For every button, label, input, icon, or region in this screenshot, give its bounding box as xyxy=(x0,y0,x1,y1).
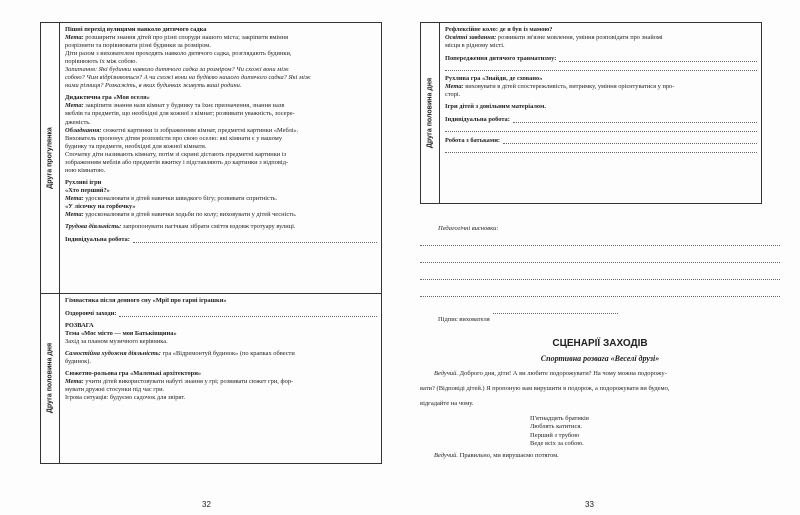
section-label-top: Друга прогулянка xyxy=(46,127,54,189)
text-line: будинок). xyxy=(65,358,91,366)
text-line: Мета: удосконалювати в дітей навички швидкого бігу; розвивати спритність. xyxy=(65,194,278,202)
heading-line: Рухливі ігри xyxy=(65,178,102,186)
section-side-top xyxy=(41,23,60,293)
scenario-heading: СЦЕНАРІЇ ЗАХОДІВ xyxy=(552,338,648,349)
page-number-right: 33 xyxy=(585,500,594,509)
signature-row xyxy=(438,306,618,323)
text-line: місця в рідному місті. xyxy=(445,42,505,50)
text-line: дженість. xyxy=(65,118,91,126)
lead-term: Мета: xyxy=(65,378,84,386)
section-side-bottom xyxy=(41,293,60,463)
scenario-title: Спортивна розвага «Веселі друзі» xyxy=(540,353,660,363)
lead-term: Мета: xyxy=(65,194,84,202)
notes-line xyxy=(420,255,780,263)
section-label-right: Друга половина дня xyxy=(426,77,434,149)
scenario-section xyxy=(420,340,780,460)
right-table xyxy=(420,22,762,204)
heading-line: «У лісочку на горбочку» xyxy=(65,202,136,210)
lead-term: Мета: xyxy=(65,34,84,42)
page-number-left: 32 xyxy=(202,500,211,509)
heading-line: Пішні перехід вулицями навколо дитячого садка xyxy=(65,26,207,33)
text-line: Мета: закріпити знання назв кімнат у будинку та їхнє призначення, знання назв xyxy=(65,102,285,110)
poem xyxy=(530,415,780,449)
fill-row xyxy=(65,235,377,244)
text-line: Мета: розширити знання дітей про різні споруди нашого міста; закріпити вміння xyxy=(65,34,289,42)
text-line: Захід за планом музичного керівника. xyxy=(65,338,168,346)
text-line: зображенням меблів або предметів вжитку і підставляють до картинки з відповід- xyxy=(65,158,289,166)
lead-term: Мета: xyxy=(445,83,464,91)
heading-line: Дидактична гра «Моя оселя» xyxy=(65,94,150,102)
lead-term: Ведучий. xyxy=(434,451,459,459)
text-line: меблів та предметів, що необхідні для кожної з кімнат; розвивати уважність, зосере- xyxy=(65,110,295,118)
heading-line: Сюжетно-рольова гра «Маленькі архітектори» xyxy=(65,370,202,378)
fill-line xyxy=(445,124,757,132)
fill-label: Оздоровчі заходи: xyxy=(65,310,117,317)
text-line: Мета: виховувати в дітей спостережливість, витримку, уміння орієнтуватися у про- xyxy=(445,83,675,91)
poem-line: Веде всіх за собою. xyxy=(530,440,584,447)
text-line: Мета: удосконалювати в дітей навички ходьби по колу; виховувати у дітей чесність. xyxy=(65,211,297,219)
text-line: Обладнання: сюжетні картинки із зображенням кімнат, предметні картинки «Меблі». xyxy=(65,126,299,134)
fill-line xyxy=(133,235,377,243)
text-line: ною кімнатою. xyxy=(65,166,106,174)
left-top-content xyxy=(65,26,377,244)
heading-line: Тема «Моє місто — моя Батьківщина» xyxy=(65,330,177,338)
section-side-right xyxy=(421,23,440,203)
section-divider xyxy=(41,293,381,294)
text-line: відгадайте на чому. xyxy=(420,399,474,407)
text-line: Вихователь пропонує дітям розповісти про свою оселю: які кімнати є у вашому xyxy=(65,134,283,142)
text-line: вати? (Відповіді дітей.) Я пропоную вам вирушити в подорож, а подорожувати ви будемо, xyxy=(420,384,670,392)
notes-line xyxy=(420,289,780,297)
fill-label: Індивідуальна робота: xyxy=(445,116,510,124)
text-line: Ведучий. Доброго дня, діти! А ви любите подорожувати? На чому можна подорожу- xyxy=(434,369,667,377)
fill-line xyxy=(503,136,757,144)
notes-label: Педагогічні висновки: xyxy=(438,225,499,232)
left-bottom-content xyxy=(65,297,377,402)
text-line: мувати дружні стосунки під час гри. xyxy=(65,386,165,394)
text-line: розрізняти та порівнювати різні будинки за розміром. xyxy=(65,42,211,50)
fill-label: Робота з батьками: xyxy=(445,137,501,145)
fill-row xyxy=(65,309,377,318)
left-page xyxy=(40,22,380,509)
poem-line: Люблять катитися. xyxy=(530,423,582,430)
fill-row xyxy=(445,136,757,145)
fill-row xyxy=(445,115,757,124)
section-label-bottom: Друга половина дня xyxy=(46,342,54,414)
heading-line: Рухлива гра «Знайди, де сховано» xyxy=(445,75,543,83)
fill-label: Індивідуальна робота: xyxy=(65,236,130,244)
fill-line xyxy=(119,309,377,317)
lead-term: Мета: xyxy=(65,102,84,110)
notes-line xyxy=(420,272,780,280)
text-line: Спочатку діти називають кімнату, потім зі скрині дістають предметні картинки із xyxy=(65,150,287,158)
lead-term: Мета: xyxy=(65,211,84,219)
text-line: будинку та предмети, необхідні для кожної кімнати. xyxy=(65,142,207,150)
signature-line xyxy=(493,306,618,314)
left-table xyxy=(40,22,382,464)
lead-term: Ведучий. xyxy=(434,369,459,377)
heading-line: Рефлексійне коло: де я був із мамою? xyxy=(445,26,553,33)
text-line: Діти разом з вихователем проходять навколо дитячого садка, розглядають будинки, xyxy=(65,50,292,58)
lead-term: Трудова діяльність: xyxy=(65,223,122,231)
fill-line xyxy=(513,115,757,123)
text-line: сторі. xyxy=(445,91,461,99)
notes-line xyxy=(420,238,780,246)
scenario-text xyxy=(420,370,780,409)
text-line: Трудова діяльність: запропонувати пагічкам зібрати сміття вздовж тротуару вулиці. xyxy=(65,223,296,231)
text-line: собою? Чим відрізняються? А чи схожі вони на будівлю нашого дитячого садка? Які між xyxy=(65,74,311,82)
text-line: Запитання: Які будинки навколо дитячого садка за розміром? Чи схожі вони між xyxy=(65,66,289,74)
text-line: порівнюють їх між собою. xyxy=(65,58,138,66)
closing-line: Ведучий. Правильно, ми вирушаємо потягом. xyxy=(434,451,559,459)
fill-line xyxy=(445,63,757,71)
text-line: Мета: учити дітей використовувати набуті знання у грі; розвивати сюжет гри, фор- xyxy=(65,378,294,386)
text-line: Освітні завдання: розвивати зв'язне мовлення, уміння розповідати про знайомі xyxy=(445,34,663,42)
heading-line: Ігри дітей з довільним матеріалом. xyxy=(445,103,546,111)
heading-line: Гімнастика після денного сну «Мрії про гарні іграшки» xyxy=(65,297,227,304)
text-line: Ігрова ситуація: будуємо садочок для звірят. xyxy=(65,394,186,402)
fill-line xyxy=(559,54,757,62)
right-table-content xyxy=(445,26,757,153)
fill-row xyxy=(445,54,757,63)
lead-term: Обладнання: xyxy=(65,126,102,134)
fill-label: Попередження дитячого травматизму: xyxy=(445,55,557,63)
signature-label: Підпис вихователя xyxy=(438,316,490,323)
heading-line: «Хто перший?» xyxy=(65,186,110,194)
fill-line xyxy=(445,145,757,153)
text-line: ними різниця? Розкажіть, в яких будинках живуть ваші родини. xyxy=(65,82,242,90)
lead-term: Самостійна художня діяльність: xyxy=(65,350,161,358)
pedagogical-notes xyxy=(420,225,780,323)
text-line: Самостійна художня діяльність: гра «Відремонтуй будинок» (по крапках обвести xyxy=(65,350,295,358)
heading-line: РОЗВАГА xyxy=(65,322,94,330)
lead-term: Освітні завдання: xyxy=(445,34,497,42)
poem-line: Перший з трубою xyxy=(530,431,580,439)
poem-line: П'ятнадцять братиків xyxy=(530,414,589,422)
